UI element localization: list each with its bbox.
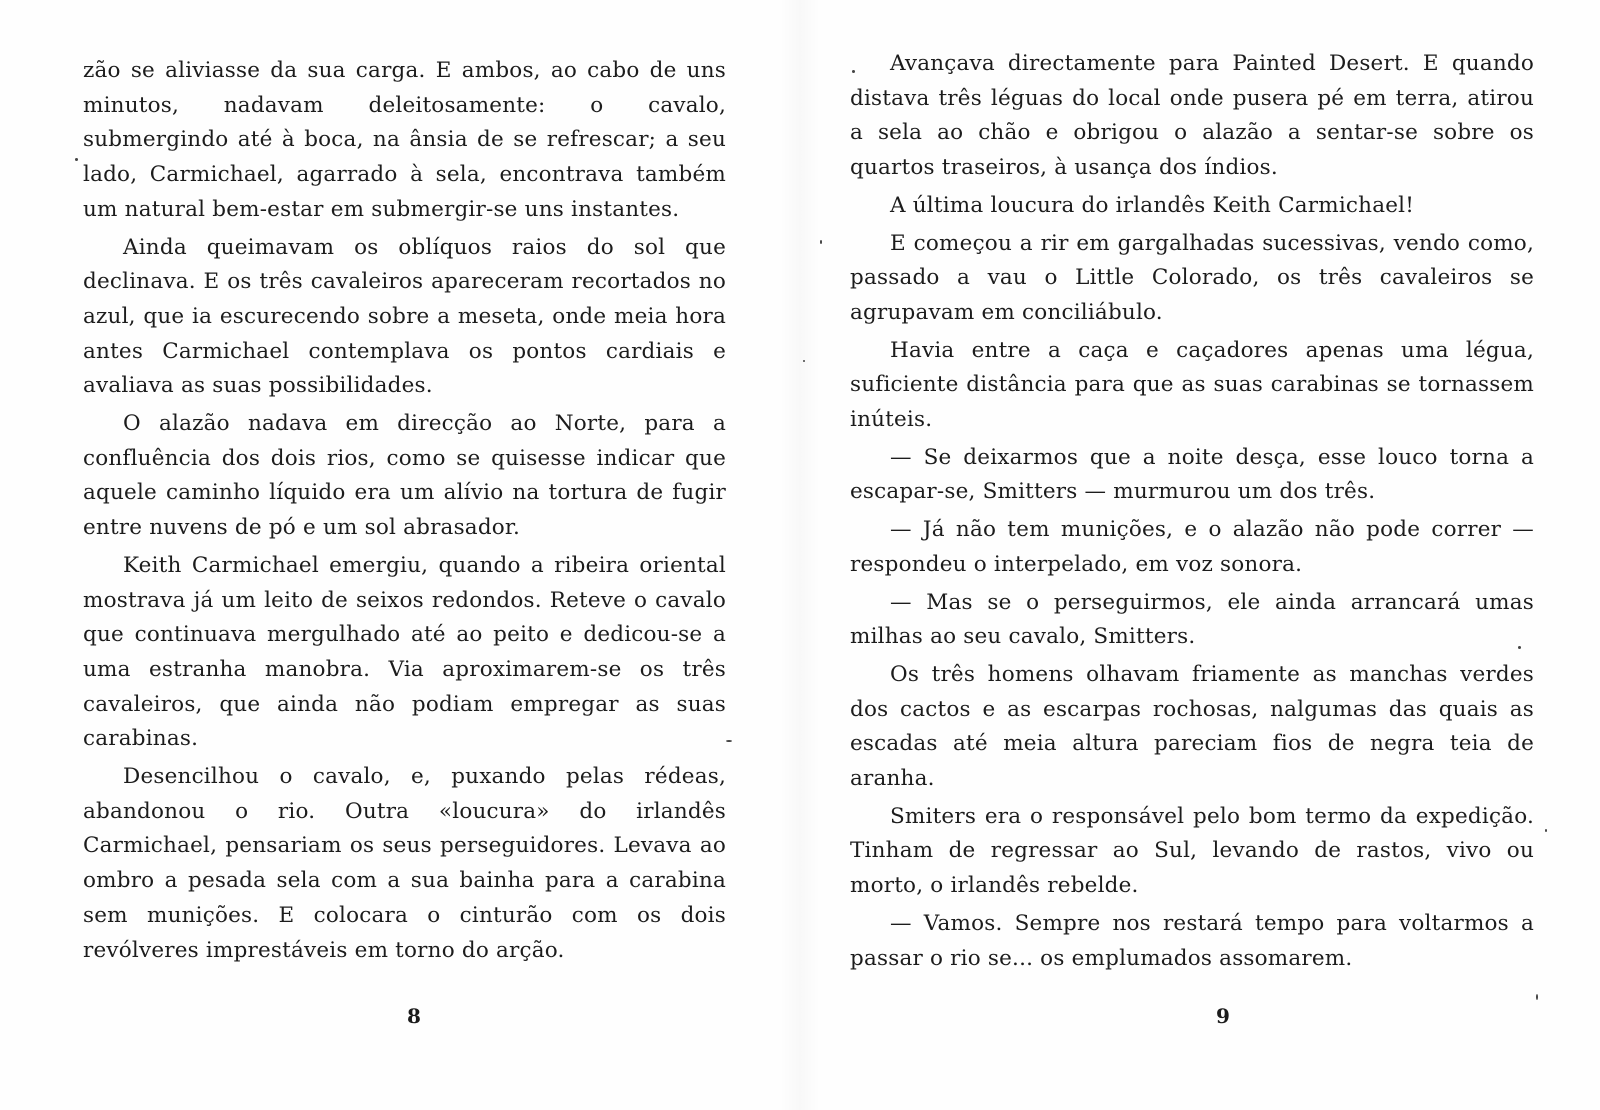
- paragraph: Avançava directamente para Painted Desert. E quando distava três léguas do local onde pusera pé em terra, atirou a sela ao chão e obrigou o alazão a sentar-se sobre os quartos traseiros, à usança dos índios.: [850, 51, 1534, 181]
- paragraph: E começou a rir em gargalhadas sucessivas, vendo como, passado a vau o Little Colorado, os três cavaleiros se agrupavam em conciliábulo.: [850, 230, 1534, 325]
- paragraph: Smiters era o responsável pelo bom termo da expedição. Tinham de regressar ao Sul, levando de rastos, vivo ou morto, o irlandês rebelde.: [850, 803, 1534, 899]
- paragraph: — Já não tem munições, e o alazão não pode correr — respondeu o interpelado, em voz sonora.: [850, 517, 1534, 577]
- paragraph: Desencilhou o cavalo, e, puxando pelas rédeas, abandonou o rio. Outra «loucura» do irlandês Carmichael, pensariam os seus perseguidores. Levava ao ombro a pesada sela com a sua bainha para a carabina sem munições. E colocara o cinturão com os dois revólveres imprestáveis em torno do arção.: [83, 764, 726, 963]
- left-page-text: [83, 54, 726, 971]
- paragraph: Ainda queimavam os oblíquos raios do sol que declinava. E os três cavaleiros apareceram recortados no azul, que ia escurecendo sobre a meseta, onde meia hora antes Carmichael contemplava os pontos cardiais e avaliava as suas possibilidades.: [83, 234, 726, 399]
- paragraph: Havia entre a caça e caçadores apenas uma légua, suficiente distância para que as suas carabinas se tornassem inúteis.: [850, 337, 1534, 433]
- paragraph: A última loucura do irlandês Keith Carmichael!: [890, 192, 1415, 218]
- right-page-text: [850, 47, 1534, 979]
- page-number: 9: [1216, 1004, 1230, 1028]
- scan-speck: [1545, 829, 1547, 832]
- paragraph: — Mas se o perseguirmos, ele ainda arrancará umas milhas ao seu cavalo, Smitters.: [850, 589, 1534, 650]
- page-number: 8: [407, 1004, 421, 1028]
- scan-speck: [726, 740, 732, 742]
- paragraph: Keith Carmichael emergiu, quando a ribeira oriental mostrava já um leito de seixos redondos. Reteve o cavalo que continuava mergulhado até ao peito e dedicou-se a uma estranha manobra. Via aproximarem-se os três cavaleiros, que ainda não podiam empregar as suas carabinas.: [83, 552, 726, 752]
- scan-speck: [803, 360, 805, 362]
- right-page: [800, 0, 1600, 1110]
- paragraph: O alazão nadava em direcção ao Norte, para a confluência dos dois rios, como se quisesse indicar que aquele caminho líquido era um alívio na tortura de fugir entre nuvens de pó e um sol abrasador.: [83, 411, 726, 541]
- scan-speck: [1536, 994, 1538, 1000]
- scan-speck: [852, 70, 855, 73]
- scan-speck: [1518, 646, 1521, 649]
- paragraph: — Vamos. Sempre nos restará tempo para voltarmos a passar o rio se... os emplumados assomarem.: [850, 910, 1534, 971]
- paragraph: Os três homens olhavam friamente as manchas verdes dos cactos e as escarpas rochosas, nalgumas das quais as escadas até meia altura pareciam fios de negra teia de aranha.: [850, 661, 1534, 792]
- paragraph: zão se aliviasse da sua carga. E ambos, ao cabo de uns minutos, nadavam deleitosamente: o cavalo, submergindo até à boca, na ânsia de se refrescar; a seu lado, Carmichael, agarrado à sela, encontrava também um natural bem-estar em submergir-se uns instantes.: [83, 58, 726, 222]
- paragraph: — Se deixarmos que a noite desça, esse louco torna a escapar-se, Smitters — murmurou um dos três.: [850, 444, 1534, 505]
- scan-speck: [75, 158, 78, 161]
- scan-speck: [820, 240, 822, 244]
